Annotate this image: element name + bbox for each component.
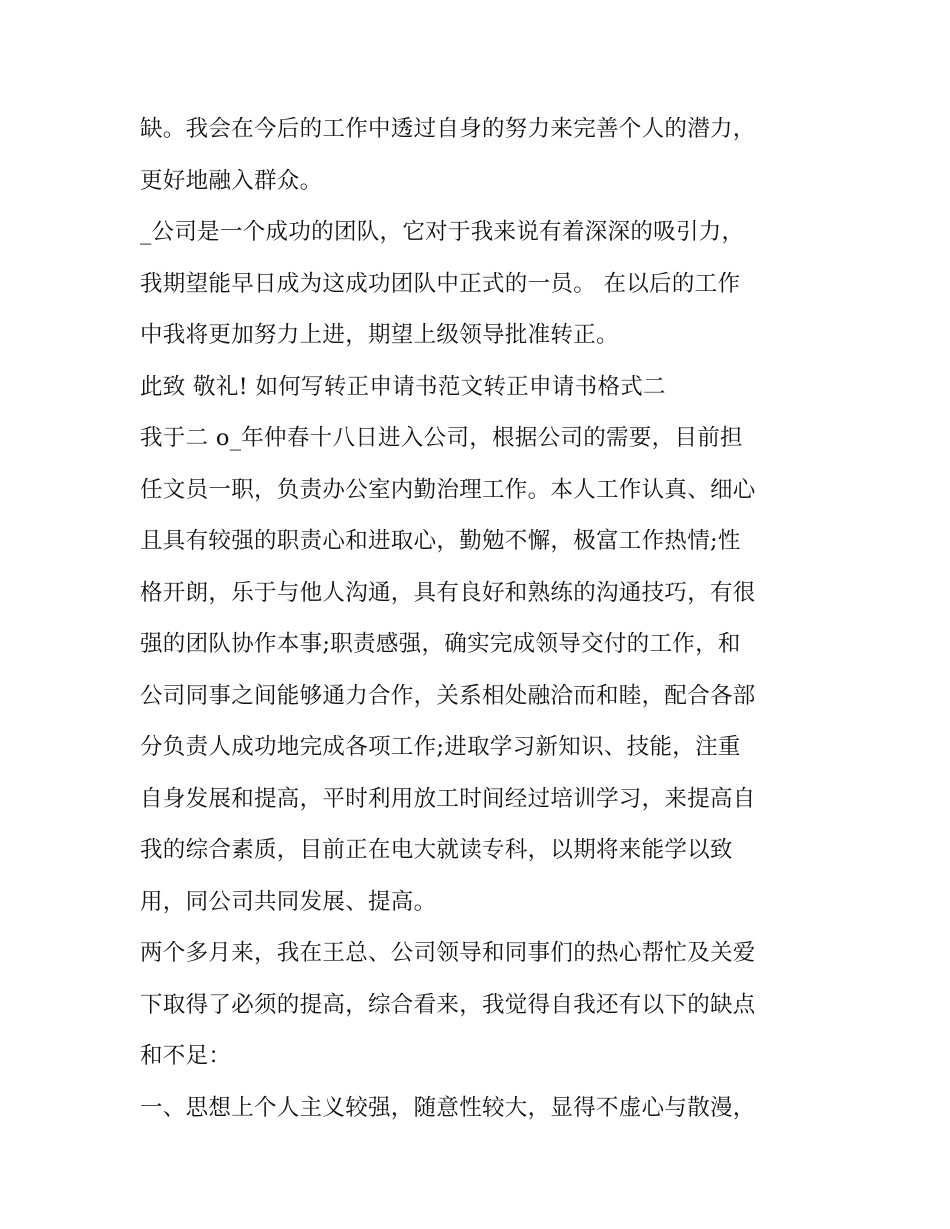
- text-line: 一、思想上个人主义较强，随意性较大，显得不虚心与散漫，: [140, 1094, 756, 1121]
- text-line: 我的综合素质，目前正在电大就读专科，以期将来能学以致: [140, 837, 733, 863]
- text-line: 更好地融入群众。: [140, 167, 323, 194]
- text-line: 此致 敬礼! 如何写转正申请书范文转正申请书格式二: [140, 373, 666, 400]
- text-line: 格开朗，乐于与他人沟通，具有良好和熟练的沟通技巧，有很: [140, 579, 756, 606]
- text-line: 用，同公司共同发展、提高。: [140, 888, 437, 915]
- text-line: 中我将更加努力上进，期望上级领导批准转正。: [140, 322, 619, 348]
- text-line: 我于二 o_年仲春十八日进入公司，根据公司的需要，目前担: [140, 425, 743, 451]
- text-line: 下取得了必须的提高，综合看来，我觉得自我还有以下的缺点: [140, 991, 756, 1018]
- text-line: 且具有较强的职责心和进取心，勤勉不懈，极富工作热情;性: [140, 528, 741, 554]
- text-line: 我期望能早日成为这成功团队中正式的一员。 在以后的工作: [140, 270, 741, 297]
- text-line: 自身发展和提高，平时利用放工时间经过培训学习，来提高自: [140, 785, 756, 812]
- text-line: 强的团队协作本事;职责感强，确实完成领导交付的工作，和: [140, 631, 741, 657]
- text-line: 任文员一职，负责办公室内勤治理工作。本人工作认真、细心: [140, 476, 756, 503]
- text-line: 缺。我会在今后的工作中透过自身的努力来完善个人的潜力，: [140, 116, 756, 142]
- document-body: [140, 104, 820, 1134]
- text-line: 公司同事之间能够通力合作，关系相处融洽而和睦，配合各部: [140, 682, 756, 709]
- text-line: 分负责人成功地完成各项工作;进取学习新知识、技能，注重: [140, 734, 741, 760]
- text-line: 和不足：: [140, 1043, 232, 1069]
- text-line: 两个多月来，我在王总、公司领导和同事们的热心帮忙及关爱: [140, 940, 756, 966]
- text-line: _公司是一个成功的团队，它对于我来说有着深深的吸引力，: [140, 219, 745, 245]
